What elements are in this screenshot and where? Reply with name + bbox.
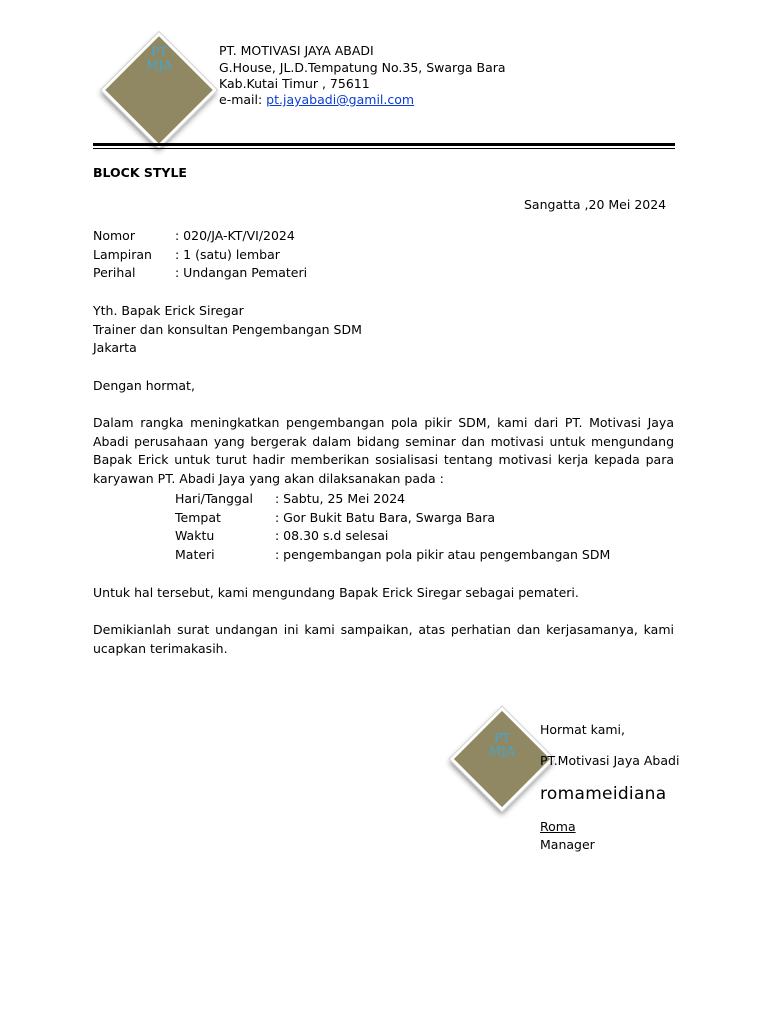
meta-row xyxy=(93,264,307,283)
meta-row xyxy=(93,246,280,265)
company-address-2: Kab.Kutai Timur , 75611 xyxy=(219,76,370,91)
detail-label: Materi xyxy=(175,547,215,562)
signer-title: Manager xyxy=(540,837,595,852)
company-name: PT. MOTIVASI JAYA ABADI xyxy=(219,43,374,58)
detail-row xyxy=(175,527,388,546)
detail-row xyxy=(175,546,610,565)
invite-line: Untuk hal tersebut, kami mengundang Bapak Erick Siregar sebagai pemateri. xyxy=(93,585,579,600)
recipient-title: Trainer dan konsultan Pengembangan SDM xyxy=(93,322,362,337)
handwritten-signature: romameidiana xyxy=(540,784,667,804)
meta-label: Nomor xyxy=(93,228,135,243)
detail-row xyxy=(175,490,405,509)
stamp-text-line2: MJA xyxy=(489,743,515,758)
meta-label: Perihal xyxy=(93,265,136,280)
company-stamp xyxy=(453,710,551,808)
signature-regards: Hormat kami, xyxy=(540,722,625,737)
recipient-name: Yth. Bapak Erick Siregar xyxy=(93,303,244,318)
header-rule-thick xyxy=(93,143,675,146)
company-address-1: G.House, JL.D.Tempatung No.35, Swarga Bara xyxy=(219,60,506,75)
meta-label: Lampiran xyxy=(93,247,152,262)
detail-value: : 08.30 s.d selesai xyxy=(275,528,389,543)
logo-text xyxy=(94,46,224,71)
detail-value: : Sabtu, 25 Mei 2024 xyxy=(275,491,406,506)
stamp-text-line1: PT xyxy=(493,731,511,745)
logo-text-line1: PT xyxy=(150,45,168,59)
body-paragraph: Dalam rangka meningkatkan pengembangan pola pikir SDM, kami dari PT. Motivasi Jaya Abadi perusahaan yang bergerak dalam bidang seminar dan motivasi untuk mengundang Bapak Erick untuk turut hadir memberikan sosialisasi tentang motivasi kerja kepada para karyawan PT. Abadi Jaya yang akan dilaksanakan pada : xyxy=(93,415,674,486)
recipient-city: Jakarta xyxy=(93,340,137,355)
detail-value: : Gor Bukit Batu Bara, Swarga Bara xyxy=(275,510,496,525)
email-link[interactable]: pt.jayabadi@gamil.com xyxy=(266,92,415,107)
signer-name: Roma xyxy=(540,819,576,834)
detail-row xyxy=(175,509,495,528)
signature-company: PT.Motivasi Jaya Abadi xyxy=(540,753,680,768)
letter-style-heading: BLOCK STYLE xyxy=(93,165,187,180)
detail-label: Hari/Tanggal xyxy=(175,491,254,506)
letter-date: Sangatta ,20 Mei 2024 xyxy=(524,197,667,212)
stamp-text xyxy=(453,732,551,757)
closing-paragraph: Demikianlah surat undangan ini kami sampaikan, atas perhatian dan kerjasamanya, kami ucapkan terimakasih. xyxy=(93,622,674,656)
meta-row xyxy=(93,227,295,246)
detail-label: Waktu xyxy=(175,528,215,543)
logo-text-line2: MJA xyxy=(146,57,172,72)
meta-value: : 020/JA-KT/VI/2024 xyxy=(175,228,295,243)
company-email-line xyxy=(219,92,414,108)
header-rule-thin xyxy=(93,148,675,149)
meta-value: : Undangan Pemateri xyxy=(175,265,308,280)
detail-value: : pengembangan pola pikir atau pengembangan SDM xyxy=(275,547,611,562)
email-label: e-mail: xyxy=(219,92,267,107)
detail-label: Tempat xyxy=(175,510,221,525)
meta-value: : 1 (satu) lembar xyxy=(175,247,280,262)
greeting: Dengan hormat, xyxy=(93,378,195,393)
